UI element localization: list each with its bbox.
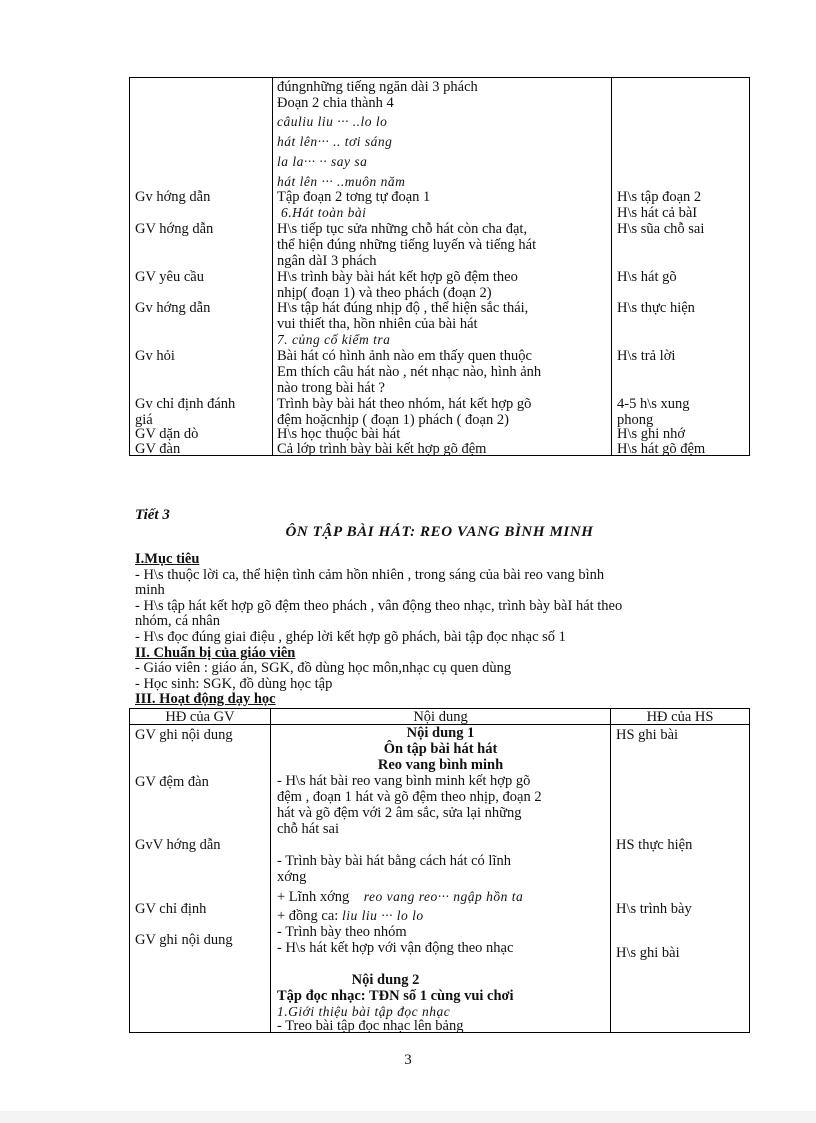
table-1-cell: đúngnhững tiếng ngăn dài 3 phách: [277, 79, 478, 95]
table-1-cell: ngân dàI 3 phách: [277, 253, 377, 269]
section-heading: II. Chuẩn bị của giáo viên: [135, 645, 296, 661]
table-2-cell: hát và gõ đệm với 2 âm sắc, sửa lại những: [277, 805, 522, 821]
table-1-cell: GV đàn: [135, 441, 181, 457]
table-1-cell: GV dặn dò: [135, 426, 199, 442]
table-1-divider-2: [611, 77, 612, 456]
table-2-border-right: [749, 708, 750, 1033]
table-1-divider-1: [272, 77, 273, 456]
table-1-cell: Gv hớng dẫn: [135, 300, 211, 316]
preparation-line: - Giáo viên : giáo án, SGK, đồ dùng học môn,nhạc cụ quen dùng: [135, 660, 512, 676]
table-1-cell: H\s tập hát đúng nhịp độ , thể hiện sắc thái,: [277, 300, 529, 316]
page-footer-strip: [0, 1111, 816, 1123]
table-1-lyric: hát lên ··· ..muôn năm: [277, 174, 406, 189]
table-2-cell: chỗ hát sai: [277, 821, 340, 837]
table-1-border-right: [749, 77, 750, 456]
objective-line: - H\s tập hát kết hợp gõ đệm theo phách , vân động theo nhạc, trình bày bàI hát theo: [135, 598, 623, 614]
lesson-title: ÔN TẬP BÀI HÁT: REO VANG BÌNH MINH: [285, 524, 594, 540]
table-1-cell: vui thiết tha, hồn nhiên của bài hát: [277, 316, 478, 332]
table-1-cell: Đoạn 2 chia thành 4: [277, 95, 394, 111]
page-number: 3: [404, 1052, 412, 1068]
preparation-line: - Học sinh: SGK, đồ dùng học tập: [135, 676, 333, 692]
table-2-cell: - Trình bày theo nhóm: [277, 924, 407, 940]
table-2-border-left: [129, 708, 130, 1033]
table-1-subheading: 7. củng cố kiểm tra: [277, 332, 391, 347]
table-1-cell: Gv hớng dẫn: [135, 189, 211, 205]
table-2-header: HĐ của GV: [165, 709, 235, 725]
table-1-cell: Cả lớp trình bày bài kết hợp gõ đệm: [277, 441, 487, 457]
objective-line: nhóm, cá nhân: [135, 613, 220, 629]
table-2-cell: GV đệm đàn: [135, 774, 209, 790]
table-1-cell: đệm hoặcnhịp ( đoạn 1) phách ( đoạn 2): [277, 412, 509, 428]
table-2-cell: [277, 889, 523, 905]
table-2-cell: GvV hớng dẫn: [135, 837, 221, 853]
table-1-cell: phong: [617, 412, 654, 428]
table-1-cell: H\s ghi nhớ: [617, 426, 686, 442]
table-1-cell: Gv chỉ định đánh: [135, 396, 236, 412]
content-subtitle: Tập đọc nhạc: TĐN số 1 cùng vui chơi: [277, 988, 514, 1004]
table-2-header: Nội dung: [413, 709, 468, 725]
objective-line: minh: [135, 582, 165, 598]
table-1-cell: H\s trình bày bài hát kết hợp gõ đệm theo: [277, 269, 518, 285]
table-1-cell: H\s hát cả bàI: [617, 205, 698, 221]
table-1-cell: H\s trả lời: [617, 348, 676, 364]
objective-line: - H\s thuộc lời ca, thể hiện tình cảm hồn nhiên , trong sáng của bài reo vang bình: [135, 567, 605, 583]
table-1-cell: H\s hát gõ: [617, 269, 677, 285]
table-1-cell: H\s thực hiện: [617, 300, 695, 316]
table-2-subheading: 1.Giới thiệu bài tập đọc nhạc: [277, 1004, 451, 1019]
table-2-cell: [277, 908, 424, 924]
table-2-cell: - H\s hát kết hợp với vận động theo nhạc: [277, 940, 514, 956]
song-title: Reo vang bình minh: [377, 757, 504, 773]
table-2-cell: xớng: [277, 869, 307, 885]
section-heading: I.Mục tiêu: [135, 551, 200, 567]
linh-xuong-lyric: reo vang reo··· ngập hồn ta: [363, 889, 524, 904]
table-1-border-top: [129, 77, 750, 78]
section-heading: III. Hoạt động dạy học: [135, 691, 276, 707]
objective-line: - H\s đọc đúng giai điệu , ghép lời kết hợp gõ phách, bài tập đọc nhạc số 1: [135, 629, 566, 645]
table-1-cell: Gv hỏi: [135, 348, 175, 364]
table-2-cell: GV chỉ định: [135, 901, 207, 917]
table-1-cell: Trình bày bài hát theo nhóm, hát kết hợp gõ: [277, 396, 532, 412]
table-1-cell: GV hớng dẫn: [135, 221, 214, 237]
table-1-cell: nào trong bài hát ?: [277, 380, 385, 396]
period-label: Tiết 3: [135, 507, 170, 523]
table-1-cell: Tập đoạn 2 tơng tự đoạn 1: [277, 189, 431, 205]
table-1-lyric: câuliu liu ··· ..lo lo: [277, 114, 388, 129]
linh-xuong-label: + Lĩnh xớng: [277, 889, 350, 905]
table-2-cell: đệm , đoạn 1 hát và gõ đệm theo nhịp, đoạn 2: [277, 789, 542, 805]
table-1-cell: nhịp( đoạn 1) và theo phách (đoạn 2): [277, 285, 492, 301]
table-1-cell: 4-5 h\s xung: [617, 396, 690, 412]
content-subtitle: Ôn tập bài hát hát: [383, 741, 498, 757]
table-2-cell: HS thực hiện: [616, 837, 693, 853]
table-2-cell: - H\s hát bài reo vang bình minh kết hợp gõ: [277, 773, 531, 789]
table-2-cell: H\s trình bày: [616, 901, 692, 917]
table-2-cell: - Treo bài tập đọc nhạc lên bảng: [277, 1018, 464, 1034]
table-2-cell: H\s ghi bài: [616, 945, 680, 961]
table-1-cell: GV yêu cầu: [135, 269, 204, 285]
table-1-cell: H\s sũa chỗ sai: [617, 221, 705, 237]
table-2-cell: GV ghi nội dung: [135, 727, 233, 743]
table-1-cell: H\s hát gõ đệm: [617, 441, 706, 457]
table-1-lyric: la la··· ·· say sa: [277, 154, 368, 169]
table-2-cell: GV ghi nội dung: [135, 932, 233, 948]
table-1-cell: H\s học thuộc bài hát: [277, 426, 401, 442]
table-1-cell: Bài hát có hình ảnh nào em thấy quen thuộc: [277, 348, 532, 364]
table-1-lyric: hát lên··· .. tơi sáng: [277, 134, 393, 149]
table-1-border-left: [129, 77, 130, 456]
table-1-cell: thể hiện đúng những tiếng luyến và tiếng hát: [277, 237, 537, 253]
table-1-subheading: 6.Hát toàn bài: [281, 205, 367, 220]
table-2-divider-2: [610, 708, 611, 1033]
table-2-cell: - Trình bày bài hát bằng cách hát có lĩnh: [277, 853, 511, 869]
table-1-cell: H\s tập đoạn 2: [617, 189, 702, 205]
table-2-cell: HS ghi bài: [616, 727, 679, 743]
content-title: Nội dung 1: [406, 725, 475, 741]
dong-ca-label: + đồng ca:: [277, 908, 339, 924]
content-title: Nội dung 2: [351, 972, 420, 988]
table-2-header: HĐ của HS: [646, 709, 714, 725]
dong-ca-lyric: liu liu ··· lo lo: [341, 908, 424, 923]
table-1-cell: H\s tiếp tục sửa những chỗ hát còn cha đạt,: [277, 221, 528, 237]
table-1-cell: Em thích câu hát nào , nét nhạc nào, hình ảnh: [277, 364, 542, 380]
table-1-cell: giá: [135, 412, 153, 428]
